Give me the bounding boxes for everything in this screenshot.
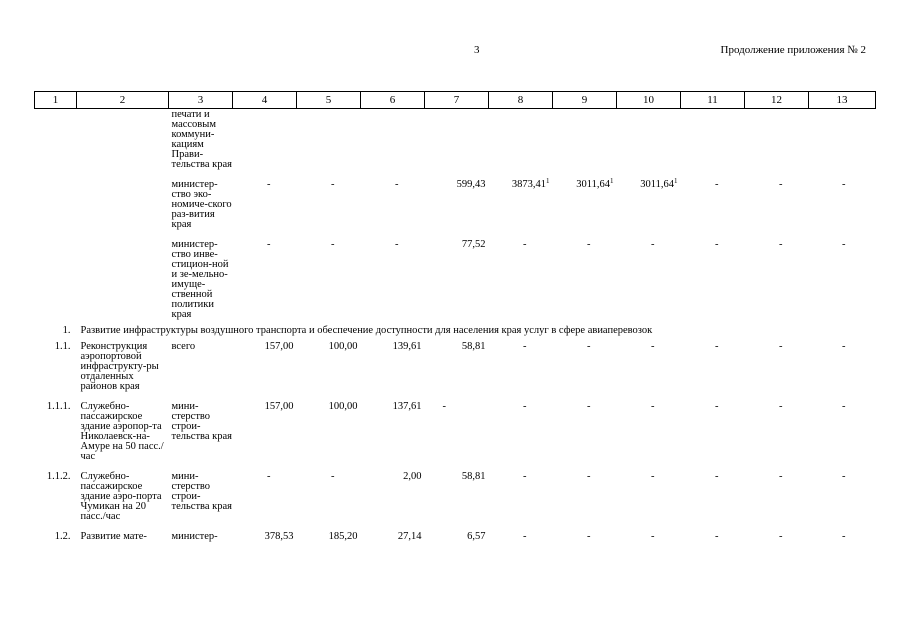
value-cell: 3011,64$^1$ bbox=[576, 177, 614, 190]
footnote-mark: 1 bbox=[674, 177, 678, 185]
value-cell: - bbox=[523, 471, 527, 482]
value-cell: 378,53 bbox=[264, 531, 294, 542]
column-header: 6 bbox=[361, 92, 425, 109]
column-number-row bbox=[35, 92, 876, 109]
value-cell: - bbox=[651, 471, 655, 482]
value-cell: - bbox=[587, 239, 591, 250]
value-cell: - bbox=[651, 531, 655, 542]
value-cell: - bbox=[331, 471, 335, 482]
value-cell: 139,61 bbox=[392, 341, 422, 352]
value-cell: - bbox=[651, 401, 655, 412]
value-cell: - bbox=[715, 471, 719, 482]
responsible-cell: министер-ство инве-стицион-ной и зе-мельно-имуще-ственной политики края bbox=[171, 239, 229, 320]
column-header: 7 bbox=[425, 92, 489, 109]
value-cell: 3873,41$^1$ bbox=[511, 177, 550, 190]
table-row bbox=[35, 336, 876, 392]
item-number: 1.2. bbox=[54, 531, 71, 542]
value-cell: - bbox=[715, 531, 719, 542]
value-cell: - bbox=[842, 341, 846, 352]
value-cell: - bbox=[715, 239, 719, 250]
section-number: 1. bbox=[62, 325, 71, 336]
value-cell: - bbox=[715, 341, 719, 352]
value-cell: - bbox=[267, 471, 271, 482]
column-header: 3 bbox=[169, 92, 233, 109]
value-cell: - bbox=[779, 239, 783, 250]
column-header: 12 bbox=[745, 92, 809, 109]
value-cell: - bbox=[779, 401, 783, 412]
value-cell: 157,00 bbox=[264, 401, 294, 412]
section-title: Развитие инфраструктуры воздушного транспорта и обеспечение доступности для населения края услуг в сфере авиаперевозок bbox=[80, 325, 653, 336]
value-cell: - bbox=[715, 401, 719, 412]
value-cell: 185,20 bbox=[328, 531, 358, 542]
value-cell: - bbox=[715, 179, 719, 190]
table-row bbox=[35, 462, 876, 522]
page-number: 3 bbox=[474, 44, 480, 56]
column-header: 2 bbox=[77, 92, 169, 109]
column-header: 10 bbox=[617, 92, 681, 109]
column-header: 5 bbox=[297, 92, 361, 109]
value-cell: - bbox=[587, 471, 591, 482]
item-name: Развитие мате- bbox=[80, 531, 147, 542]
value-cell: 2,00 bbox=[403, 471, 422, 482]
responsible-cell: министер-ство эко-номиче-ского раз-вития края bbox=[171, 179, 232, 230]
program-table bbox=[34, 91, 876, 542]
continuation-label: Продолжение приложения № 2 bbox=[720, 44, 866, 56]
item-name: Служебно-пассажирское здание аэропор-та Николаевск-на-Амуре на 50 пасс./час bbox=[80, 401, 164, 462]
value-cell: 6,57 bbox=[467, 531, 486, 542]
item-number: 1.1. bbox=[54, 341, 71, 352]
value-cell: - bbox=[779, 471, 783, 482]
column-header: 1 bbox=[35, 92, 77, 109]
value-cell: - bbox=[523, 239, 527, 250]
item-number: 1.1.1. bbox=[46, 401, 71, 412]
value-cell: - bbox=[842, 471, 846, 482]
section-row bbox=[35, 320, 876, 336]
value-cell: 77,52 bbox=[461, 239, 486, 250]
item-number: 1.1.2. bbox=[46, 471, 71, 482]
value-cell: - bbox=[587, 401, 591, 412]
column-header: 4 bbox=[233, 92, 297, 109]
item-name: Реконструкция аэропортовой инфраструкту-ры отдаленных районов края bbox=[80, 341, 159, 392]
value-cell: - bbox=[523, 341, 527, 352]
column-header: 11 bbox=[681, 92, 745, 109]
table-row bbox=[35, 109, 876, 171]
value-cell: - bbox=[842, 179, 846, 190]
value-cell: 3011,64$^1$ bbox=[640, 177, 678, 190]
table-row bbox=[35, 522, 876, 542]
table-row bbox=[35, 392, 876, 462]
value-cell: 137,61 bbox=[392, 401, 422, 412]
value-cell: - bbox=[442, 401, 446, 412]
value-cell: - bbox=[842, 531, 846, 542]
value-cell: 58,81 bbox=[461, 471, 486, 482]
value-cell: - bbox=[587, 531, 591, 542]
footnote-mark: 1 bbox=[546, 177, 550, 185]
table-row bbox=[35, 230, 876, 320]
value-cell: - bbox=[267, 239, 271, 250]
value-cell: - bbox=[331, 179, 335, 190]
value-cell: 599,43 bbox=[456, 179, 486, 190]
value-cell: 27,14 bbox=[397, 531, 422, 542]
value-cell: - bbox=[267, 179, 271, 190]
value-cell: - bbox=[395, 239, 399, 250]
table-row bbox=[35, 170, 876, 230]
value-cell: - bbox=[842, 401, 846, 412]
value-cell: 58,81 bbox=[461, 341, 486, 352]
value-cell: - bbox=[651, 341, 655, 352]
value-cell: - bbox=[523, 531, 527, 542]
column-header: 13 bbox=[809, 92, 876, 109]
footnote-mark: 1 bbox=[610, 177, 614, 185]
value-cell: - bbox=[779, 531, 783, 542]
value-cell: - bbox=[842, 239, 846, 250]
column-header: 9 bbox=[553, 92, 617, 109]
value-cell: 100,00 bbox=[328, 341, 358, 352]
value-cell: - bbox=[779, 179, 783, 190]
value-cell: 100,00 bbox=[328, 401, 358, 412]
responsible-cell: мини-стерство строи-тельства края bbox=[171, 401, 232, 442]
column-header: 8 bbox=[489, 92, 553, 109]
value-cell: - bbox=[587, 341, 591, 352]
value-cell: - bbox=[395, 179, 399, 190]
value-cell: - bbox=[523, 401, 527, 412]
item-name: Служебно-пассажирское здание аэро-порта Чумикан на 20 пасс./час bbox=[80, 471, 162, 522]
responsible-cell: печати и массовым коммуни-кациям Прави-тельства края bbox=[171, 109, 232, 170]
value-cell: - bbox=[779, 341, 783, 352]
responsible-cell: министер- bbox=[171, 531, 218, 542]
value-cell: - bbox=[331, 239, 335, 250]
value-cell: 157,00 bbox=[264, 341, 294, 352]
responsible-cell: мини-стерство строи-тельства края bbox=[171, 471, 232, 512]
responsible-cell: всего bbox=[171, 341, 196, 352]
value-cell: - bbox=[651, 239, 655, 250]
